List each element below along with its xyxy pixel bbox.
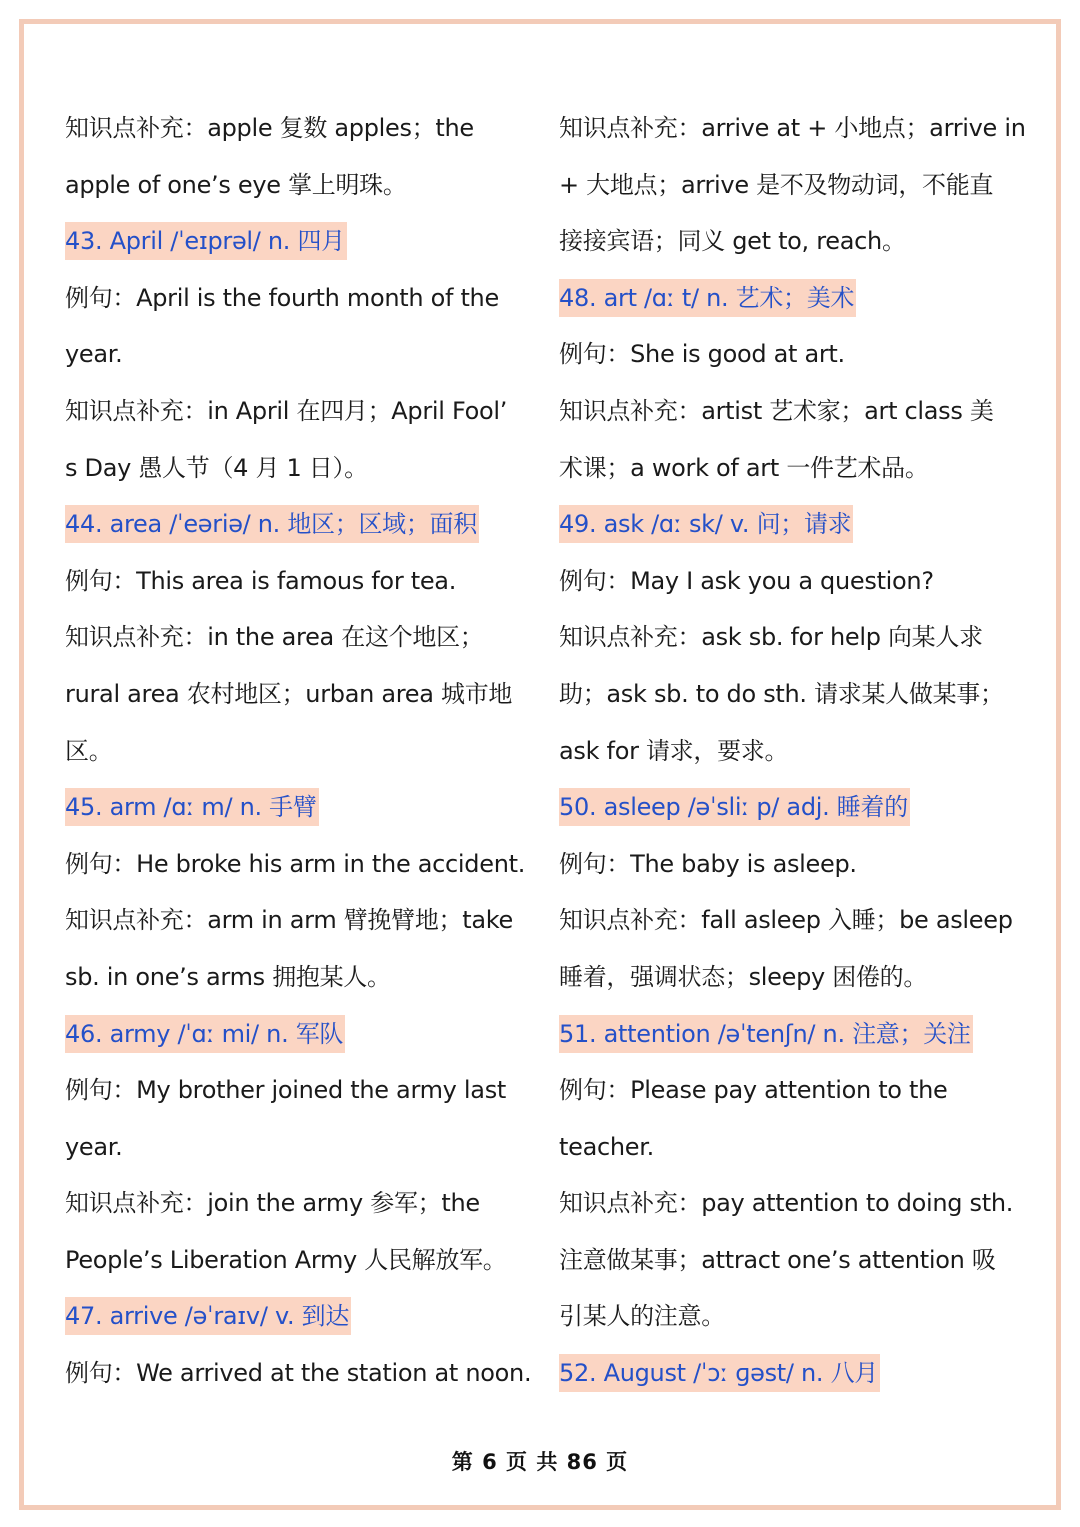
body-text: 知识点补充：in the area 在这个地区； xyxy=(65,623,484,652)
body-text: apple of one’s eye 掌上明珠。 xyxy=(65,170,407,199)
right-column xyxy=(559,100,1026,1402)
right-column-line xyxy=(559,949,1021,1006)
left-column-line xyxy=(65,1119,527,1176)
left-column-line xyxy=(65,836,527,893)
vocab-entry-heading: 49. ask /ɑː sk/ v. 问；请求 xyxy=(559,505,853,543)
left-column-line xyxy=(65,1175,527,1232)
vocab-entry-heading: 52. August /ˈɔː ɡəst/ n. 八月 xyxy=(559,1354,880,1392)
left-column-line xyxy=(65,666,527,723)
vocab-entry-heading: 46. army /ˈɑː mi/ n. 军队 xyxy=(65,1015,345,1053)
vocab-entry-heading: 45. arm /ɑː m/ n. 手臂 xyxy=(65,788,319,826)
body-text: rural area 农村地区；urban area 城市地 xyxy=(65,679,513,708)
left-column xyxy=(65,100,532,1402)
vocab-entry-heading: 50. asleep /əˈsliː p/ adj. 睡着的 xyxy=(559,788,910,826)
body-text: 知识点补充：apple 复数 apples；the xyxy=(65,114,474,142)
body-text: year. xyxy=(65,1132,123,1161)
right-column-line xyxy=(559,836,1021,893)
right-column-line xyxy=(559,213,1021,270)
body-text: 知识点补充：in April 在四月；April Fool’ xyxy=(65,396,508,425)
body-text: 例句：May I ask you a question? xyxy=(559,566,934,595)
left-column-line xyxy=(65,383,527,440)
body-text: 例句：The baby is asleep. xyxy=(559,849,857,878)
body-text: s Day 愚人节（4 月 1 日）。 xyxy=(65,453,368,482)
vocab-entry-heading: 51. attention /əˈtenʃn/ n. 注意；关注 xyxy=(559,1015,973,1053)
left-column-line xyxy=(65,496,527,553)
right-column-line xyxy=(559,270,1021,327)
body-text: 知识点补充：pay attention to doing sth. xyxy=(559,1189,1014,1218)
right-column-line xyxy=(559,779,1021,836)
right-column-line xyxy=(559,1232,1021,1289)
right-column-line xyxy=(559,326,1021,383)
right-column-line xyxy=(559,496,1021,553)
body-text: year. xyxy=(65,340,123,369)
left-column-line xyxy=(65,723,527,780)
left-column-line xyxy=(65,892,527,949)
left-column-line xyxy=(65,213,527,270)
body-text: 术课；a work of art 一件艺术品。 xyxy=(559,453,929,482)
vocab-entry-heading: 48. art /ɑː t/ n. 艺术；美术 xyxy=(559,279,856,317)
body-text: 区。 xyxy=(65,736,113,765)
left-column-line xyxy=(65,157,527,214)
body-text: teacher. xyxy=(559,1132,654,1161)
body-text: 例句：This area is famous for tea. xyxy=(65,566,457,595)
body-text: 知识点补充：ask sb. for help 向某人求 xyxy=(559,623,983,652)
left-column-line xyxy=(65,553,527,610)
body-text: 知识点补充：fall asleep 入睡；be asleep xyxy=(559,906,1013,935)
left-column-line xyxy=(65,1062,527,1119)
body-text: 例句：My brother joined the army last xyxy=(65,1076,507,1105)
body-text: 知识点补充：join the army 参军；the xyxy=(65,1189,480,1218)
page-number: 第 6 页 共 86 页 xyxy=(451,1450,629,1474)
right-column-line xyxy=(559,666,1021,723)
body-text: 知识点补充：arrive at + 小地点；arrive in xyxy=(559,114,1026,142)
body-text: sb. in one’s arms 拥抱某人。 xyxy=(65,962,391,991)
right-column-line xyxy=(559,1062,1021,1119)
left-column-line xyxy=(65,1288,527,1345)
left-column-line xyxy=(65,270,527,327)
right-column-line xyxy=(559,1119,1021,1176)
right-column-line xyxy=(559,723,1021,780)
vocab-entry-heading: 47. arrive /əˈraɪv/ v. 到达 xyxy=(65,1297,351,1335)
body-text: People’s Liberation Army 人民解放军。 xyxy=(65,1245,507,1274)
body-text: ask for 请求，要求。 xyxy=(559,736,789,765)
body-text: 知识点补充：artist 艺术家；art class 美 xyxy=(559,396,994,425)
left-column-line xyxy=(65,1006,527,1063)
body-text: 例句：April is the fourth month of the xyxy=(65,283,499,312)
vocab-entry-heading: 44. area /ˈeəriə/ n. 地区；区域；面积 xyxy=(65,505,479,543)
vocab-entry-heading: 43. April /ˈeɪprəl/ n. 四月 xyxy=(65,222,347,260)
body-text: 接接宾语；同义 get to, reach。 xyxy=(559,227,906,256)
body-text: 例句：She is good at art. xyxy=(559,340,845,369)
body-text: 例句：We arrived at the station at noon. xyxy=(65,1359,532,1388)
right-column-line xyxy=(559,383,1021,440)
right-column-line xyxy=(559,1345,1021,1402)
left-column-line xyxy=(65,440,527,497)
right-column-line xyxy=(559,157,1021,214)
body-text: 注意做某事；attract one’s attention 吸 xyxy=(559,1245,996,1274)
body-text: 知识点补充：arm in arm 臂挽臂地；take xyxy=(65,906,513,935)
left-column-line xyxy=(65,609,527,666)
body-text: 例句：Please pay attention to the xyxy=(559,1076,948,1105)
body-text: 睡着，强调状态；sleepy 困倦的。 xyxy=(559,962,928,991)
right-column-line xyxy=(559,1288,1021,1345)
body-text: 助；ask sb. to do sth. 请求某人做某事； xyxy=(559,679,1004,708)
left-column-line xyxy=(65,100,527,157)
right-column-line xyxy=(559,609,1021,666)
right-column-line xyxy=(559,100,1026,157)
right-column-line xyxy=(559,553,1021,610)
right-column-line xyxy=(559,1175,1021,1232)
left-column-line xyxy=(65,1345,532,1402)
left-column-line xyxy=(65,1232,527,1289)
right-column-line xyxy=(559,440,1021,497)
body-text: 例句：He broke his arm in the accident. xyxy=(65,849,526,878)
body-text: + 大地点；arrive 是不及物动词，不能直 xyxy=(559,170,994,199)
left-column-line xyxy=(65,326,527,383)
left-column-line xyxy=(65,949,527,1006)
right-column-line xyxy=(559,892,1021,949)
body-text: 引某人的注意。 xyxy=(559,1302,725,1331)
left-column-line xyxy=(65,779,527,836)
right-column-line xyxy=(559,1006,1021,1063)
